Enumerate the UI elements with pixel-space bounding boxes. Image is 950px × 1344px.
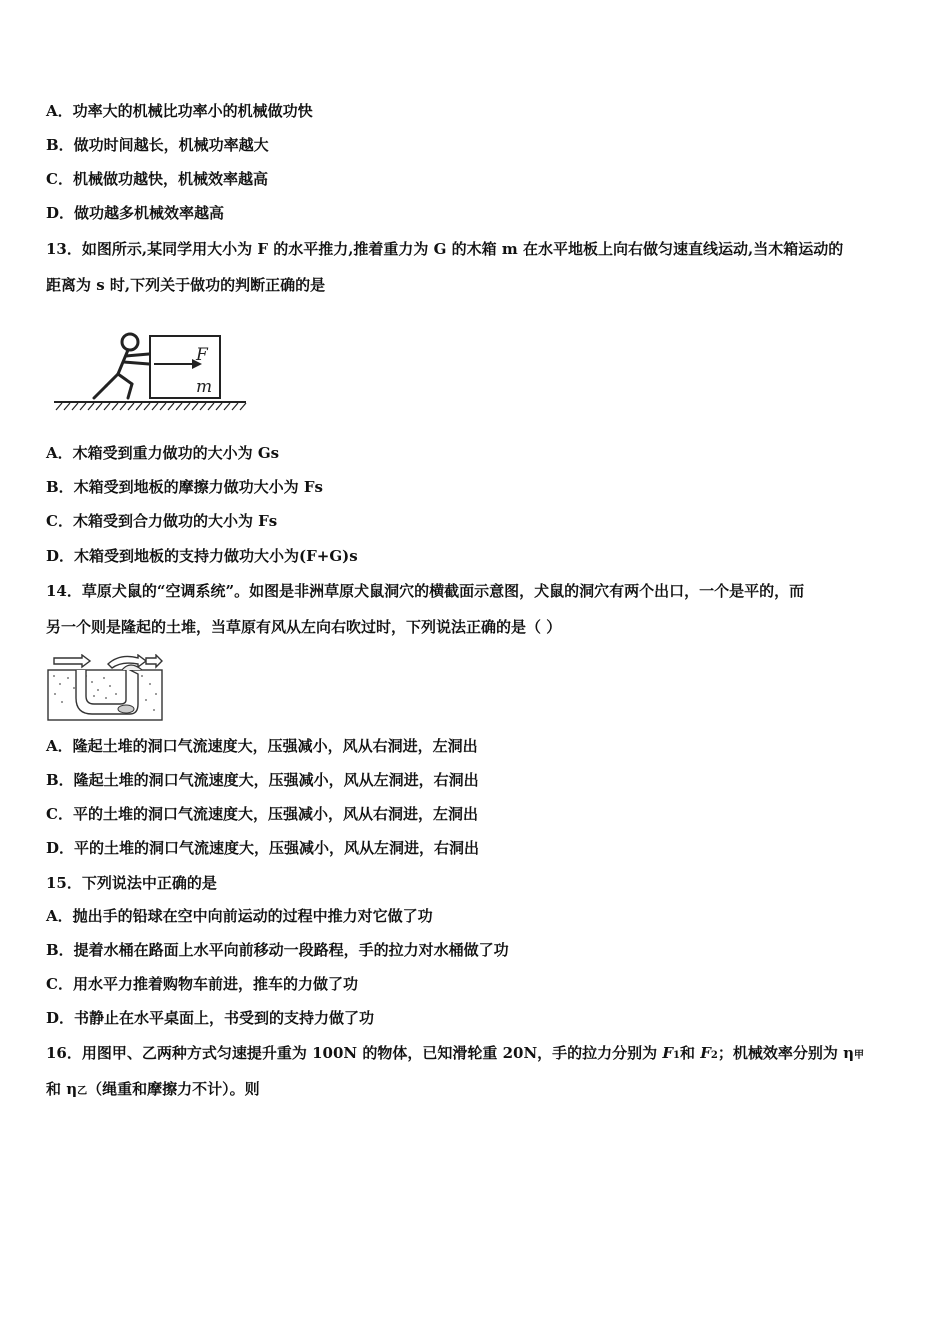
- q16-stem-part2: ；机械效率分别为 η: [717, 1044, 854, 1062]
- q12-option-d: D．做功越多机械效率越高: [46, 204, 225, 222]
- force-f2-subscript: 2: [710, 1050, 718, 1061]
- q13-option-a: A．木箱受到重力做功的大小为 Gs: [46, 444, 280, 462]
- q15-option-a: A．抛出手的铅球在空中向前运动的过程中推力对它做了功: [46, 907, 433, 925]
- q16-stem-line1: [46, 1042, 864, 1067]
- q13-option-c: C．木箱受到合力做功的大小为 Fs: [46, 512, 278, 530]
- q15-stem: 15．下列说法中正确的是: [46, 874, 217, 892]
- q14-option-a: A．隆起土堆的洞口气流速度大，压强减小，风从右洞进，左洞出: [46, 737, 478, 755]
- q12-option-a: A．功率大的机械比功率小的机械做功快: [46, 102, 313, 120]
- wind-arrows: [54, 655, 162, 668]
- eta-jia-subscript: 甲: [854, 1050, 864, 1061]
- q14-option-b: B．隆起土堆的洞口气流速度大，压强减小，风从左洞进，右洞出: [46, 771, 479, 789]
- q12-option-c: C．机械做功越快，机械效率越高: [46, 170, 268, 188]
- force-f1-subscript: 1: [673, 1050, 680, 1061]
- q16-and: 和: [680, 1044, 701, 1062]
- q13-stem-line1: 13．如图所示,某同学用大小为 F 的水平推力,推着重力为 G 的木箱 m 在水平地板上向右做匀速直线运动,当木箱运动的: [46, 240, 844, 258]
- q16-stem-line2: [46, 1078, 260, 1103]
- q14-burrow-figure: [46, 654, 166, 722]
- q16-line2-part1: 和 η: [46, 1080, 78, 1098]
- q13-option-b: B．木箱受到地板的摩擦力做功大小为 Fs: [46, 478, 323, 496]
- q15-option-b: B．提着水桶在路面上水平向前移动一段路程，手的拉力对水桶做了功: [46, 941, 509, 959]
- q16-stem-part1: 16．用图甲、乙两种方式匀速提升重为 100N 的物体，已知滑轮重 20N，手的拉力分别为: [46, 1044, 663, 1062]
- q14-stem-line2: 另一个则是隆起的土堆，当草原有风从左向右吹过时，下列说法正确的是（ ）: [46, 618, 562, 636]
- q14-option-d: D．平的土堆的洞口气流速度大，压强减小，风从左洞进，右洞出: [46, 839, 480, 857]
- force-label: F: [196, 345, 208, 365]
- q14-option-c: C．平的土堆的洞口气流速度大，压强减小，风从右洞进，左洞出: [46, 805, 478, 823]
- q13-option-d: D．木箱受到地板的支持力做功大小为(F+G)s: [46, 547, 358, 565]
- mass-label: m: [196, 377, 213, 397]
- force-f1: F: [662, 1044, 674, 1062]
- q14-stem-line1: 14．草原犬鼠的“空调系统”。如图是非洲草原犬鼠洞穴的横截面示意图，犬鼠的洞穴有两个出口，一个是平的，而: [46, 582, 805, 600]
- ground-hatching: [56, 403, 246, 410]
- person-pushing: [94, 334, 149, 398]
- nest: [118, 705, 134, 713]
- force-f2: F: [700, 1044, 711, 1062]
- q15-option-c: C．用水平力推着购物车前进，推车的力做了功: [46, 975, 358, 993]
- q12-option-b: B．做功时间越长，机械功率越大: [46, 136, 269, 154]
- q16-line2-part2: （绳重和摩擦力不计）。则: [87, 1080, 260, 1098]
- q13-stem-line2: 距离为 s 时,下列关于做功的判断正确的是: [46, 276, 326, 294]
- eta-yi-subscript: 乙: [77, 1086, 88, 1097]
- q13-push-box-figure: [52, 328, 248, 416]
- q15-option-d: D．书静止在水平桌面上，书受到的支持力做了功: [46, 1009, 375, 1027]
